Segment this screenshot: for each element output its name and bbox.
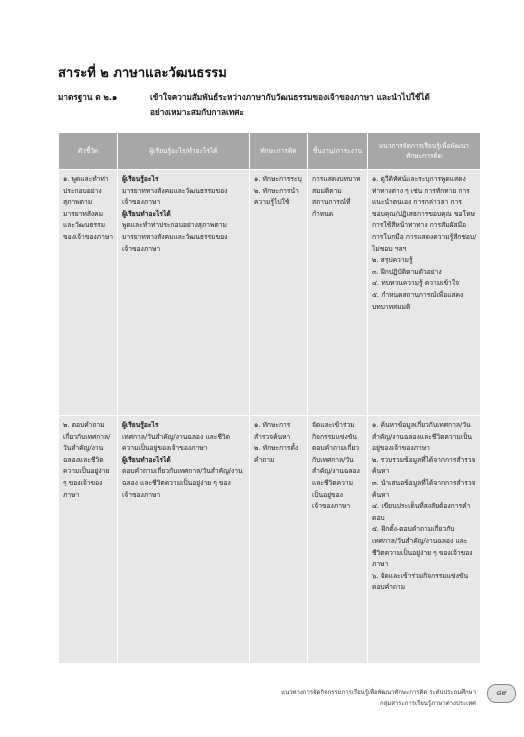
activity-item: ๖. จัดและเข้าร่วมกิจกรรมแข่งขันตอบคำถาม xyxy=(372,571,469,592)
header-task: ชิ้นงาน/ภาระงาน xyxy=(308,133,368,170)
skill-item: ๒. ทักษะการนำความรู้ไปใช้ xyxy=(254,186,299,207)
learning-standard xyxy=(58,90,478,120)
activity-item: ๔. เขียนประเด็นที่สงสัยต้องการคำตอบ xyxy=(372,502,471,522)
know-text: มารยาททางสังคมและวัฒนธรรมของเจ้าของภาษา xyxy=(122,186,228,207)
standard-line-1: เข้าใจความสัมพันธ์ระหว่างภาษากับวัฒนธรรมของเจ้าของภาษา และนำไปใช้ได้ xyxy=(150,92,430,102)
activities-cell xyxy=(368,416,481,664)
section-heading: สาระที่ ๒ ภาษาและวัฒนธรรม xyxy=(58,66,227,81)
page-footer xyxy=(150,687,476,709)
do-text: ตอบคำถามเกี่ยวกับเทศกาล/วันสำคัญ/งานฉลอง และชีวิตความเป็นอยู่ง่าย ๆ ของเจ้าของภาษา xyxy=(122,467,243,499)
skill-item: ๑. ทักษะการระบุ xyxy=(254,175,302,183)
activity-item: ๒. สรุปความรู้ xyxy=(372,256,413,265)
table-row xyxy=(59,170,481,416)
know-text: เทศกาล/วันสำคัญ/งานฉลอง และชีวิตความเป็นอยู่ของเจ้าของภาษา xyxy=(122,432,230,453)
footer-line-2: กลุ่มสาระการเรียนรู้ภาษาต่างประเทศ xyxy=(380,700,476,707)
do-text: พูดและทำท่าประกอบอย่างสุภาพตามมารยาททางสังคมและวัฒนธรรมของเจ้าของภาษา xyxy=(122,221,228,253)
activity-item: ๓. นำเสนอข้อมูลที่ได้จากการสำรวจค้นหา xyxy=(372,478,476,499)
what-learned-cell xyxy=(118,416,250,664)
standard-code: มาตรฐาน ต ๒.๑ xyxy=(58,92,118,102)
know-label: ผู้เรียนรู้อะไร xyxy=(122,175,159,183)
activity-item: ๔. ทบทวนความรู้ ความเข้าใจ xyxy=(372,279,459,288)
header-activities: แนวการจัดการเรียนรู้เพื่อพัฒนาทักษะการคิด xyxy=(368,133,481,170)
activity-item: ๕. ฝึกตั้ง-ตอบคำถามเกี่ยวกับเทศกาล/วันสำคัญ/งานฉลอง และชีวิตความเป็นอยู่ง่าย ๆ ของเจ้าของภาษา xyxy=(372,525,473,569)
task-cell: การแสดงบทบาทสมมติตามสถานการณ์ที่กำหนด xyxy=(308,170,368,416)
learning-table xyxy=(58,132,481,664)
table-row xyxy=(59,416,481,664)
header-what-learned: ผู้เรียนรู้อะไร/ทำอะไรได้ xyxy=(118,133,250,170)
skill-item: ๑. ทักษะการสำรวจค้นหา xyxy=(254,421,291,441)
activity-item: ๑. ดูวีดิทัศน์และระบุการพูดแสดงท่าทางต่าง ๆ เช่น การทักทาย การแนะนำตนเอง การกล่าวลา การขอบคุณ/ปฏิเสธการขอบคุณ ขอโทษ การใช้สีหน้าท่าทาง การสัมผัสมือ การโบกมือ การแสดงความรู้สึกชอบ/ไม่ชอบ ฯลฯ xyxy=(372,175,477,253)
do-label: ผู้เรียนทำอะไรได้ xyxy=(122,209,171,218)
task-cell: จัดและเข้าร่วมกิจกรรมแข่งขันตอบคำถามเกี่ยวกับเทศกาล/วันสำคัญ/งานฉลองและชีวิตความเป็นอยู่ของเจ้าของภาษา xyxy=(308,416,368,664)
footer-line-1: แนวทางการจัดกิจกรรมการเรียนรู้เพื่อพัฒนาทักษะการคิด ระดับประถมศึกษา xyxy=(281,689,476,696)
activity-item: ๕. กำหนดสถานการณ์เพื่อแสดงบทบาทสมมติ xyxy=(372,290,464,311)
indicator-cell: ๑. พูดและทำท่าประกอบอย่างสุภาพตามมารยาทสังคมและวัฒนธรรมของเจ้าของภาษา xyxy=(59,170,118,416)
thinking-skill-cell xyxy=(250,170,308,416)
page-number: ๘๙ xyxy=(487,684,516,703)
activity-item: ๑. ค้นหาข้อมูลเกี่ยวกับเทศกาล/วันสำคัญ/งานฉลองและชีวิตความเป็นอยู่ของเจ้าของภาษา xyxy=(372,421,472,453)
standard-line-2: อย่างเหมาะสมกับกาลเทศะ xyxy=(150,107,244,117)
activity-item: ๓. ฝึกปฏิบัติตามตัวอย่าง xyxy=(372,267,442,276)
indicator-cell: ๒. ตอบคำถามเกี่ยวกับเทศกาล/วันสำคัญ/งานฉลองและชีวิตความเป็นอยู่ง่าย ๆ ของเจ้าของภาษา xyxy=(59,416,118,664)
do-label: ผู้เรียนทำอะไรได้ xyxy=(122,455,171,464)
header-indicator: ตัวชี้วัด xyxy=(59,133,118,170)
activity-item: ๒. รวบรวมข้อมูลที่ได้จากการสำรวจค้นหา xyxy=(372,455,476,476)
table-header-row xyxy=(59,133,481,170)
thinking-skill-cell xyxy=(250,416,308,664)
header-thinking-skill: ทักษะการคิด xyxy=(250,133,308,170)
skill-item: ๒. ทักษะการตั้งคำถาม xyxy=(254,444,299,464)
what-learned-cell xyxy=(118,170,250,416)
activities-cell xyxy=(368,170,481,416)
know-label: ผู้เรียนรู้อะไร xyxy=(122,421,159,429)
